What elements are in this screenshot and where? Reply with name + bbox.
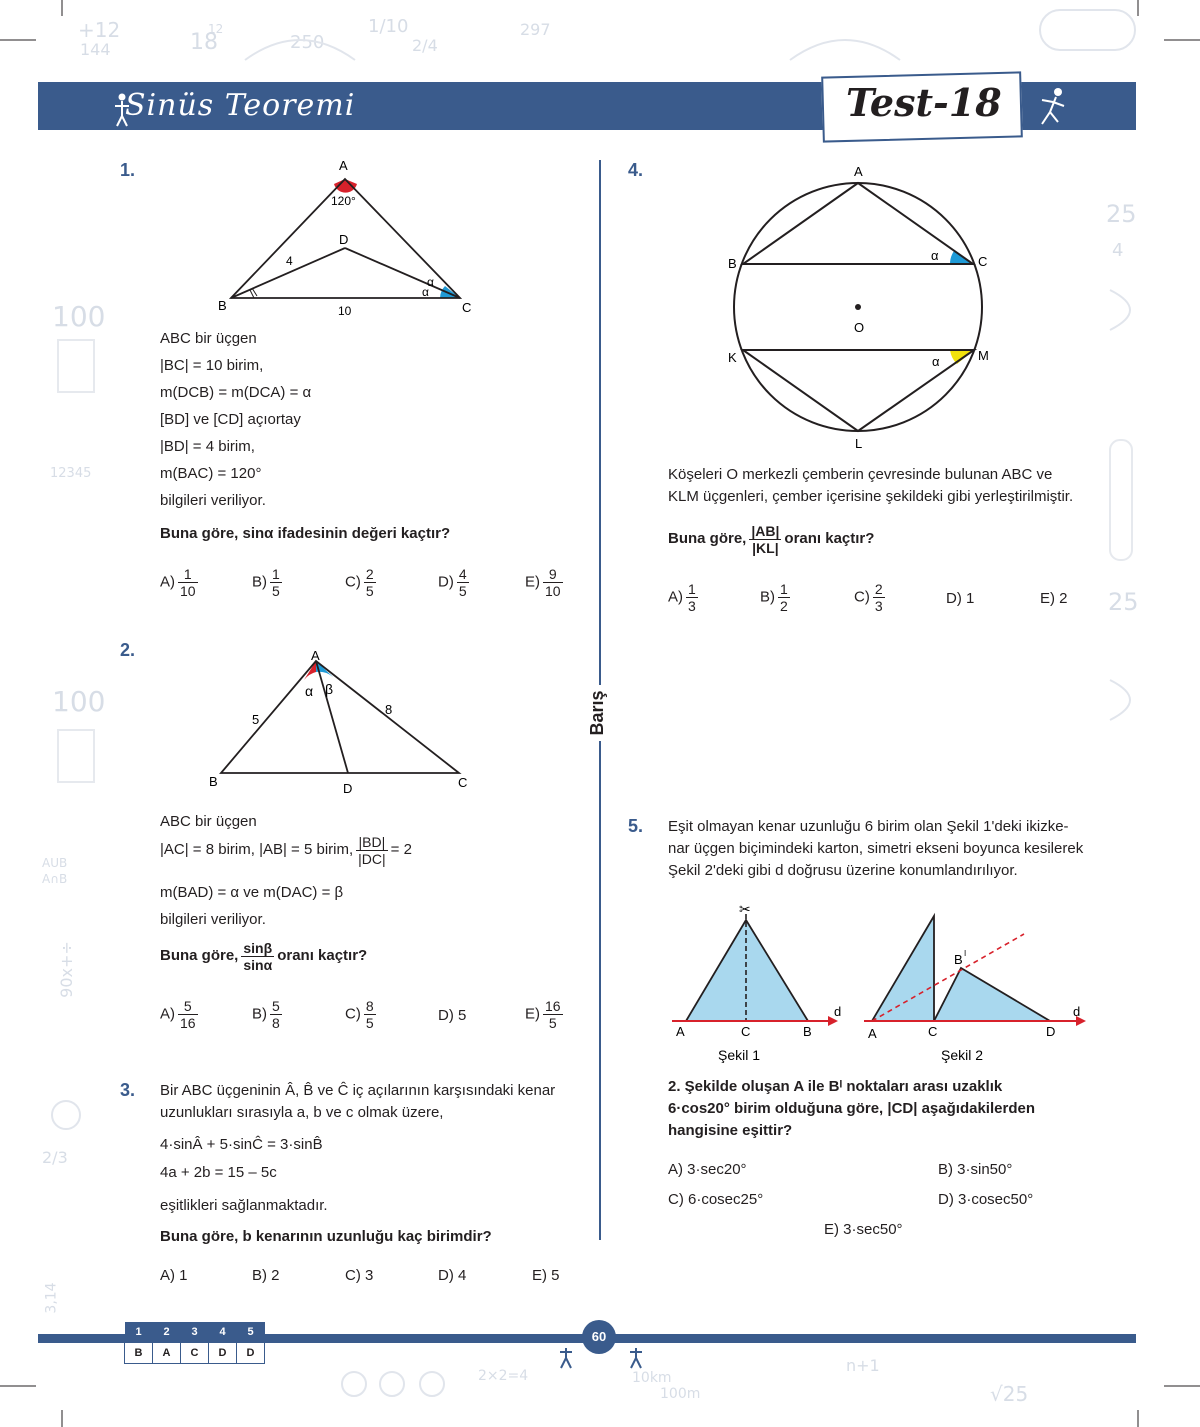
q5-f2-label-C: C (928, 1024, 938, 1039)
q2-option-c[interactable]: C) $\frac{8}{5}$ (345, 998, 374, 1031)
q5-question-line2: 6·cos20° birim olduğuna göre, |CD| aşağıdakilerden (668, 1100, 1035, 1117)
q4-number: 4. (628, 160, 644, 180)
doodle-set: A∩B (42, 872, 68, 886)
q2-side-AC: 8 (385, 702, 393, 717)
test-label: Test-18 (846, 80, 1002, 125)
q1-angle-A: 120° (331, 194, 356, 208)
answer-key-answer: D (209, 1343, 237, 1364)
q4-line1: Köşeleri O merkezli çemberin çevresinde bulunan ABC ve (668, 466, 1053, 483)
q1-alpha-1: α (427, 275, 434, 289)
doodle-number: 100 (52, 685, 106, 718)
q5-option-b[interactable]: B) 3·sin50° (938, 1161, 1013, 1178)
answer-key-number: 2 (153, 1322, 181, 1343)
q5-scissors: ✂ (739, 901, 751, 917)
q5-option-a[interactable]: A) 3·sec20° (668, 1161, 747, 1178)
q4-label-B: B (728, 256, 737, 271)
q2-label-C: C (458, 775, 468, 790)
q2-beta: β (325, 681, 334, 697)
q1-line: m(DCB) = m(DCA) = α (160, 384, 312, 401)
q3-option-d[interactable]: D) 4 (438, 1267, 467, 1284)
q1-alpha-2: α (422, 285, 429, 299)
doodle-number: 12345 (50, 466, 92, 481)
doodle-number: 25 (1106, 200, 1137, 228)
q1-option-c[interactable]: C) $\frac{2}{5}$ (345, 566, 374, 599)
q2-label-B: B (209, 774, 218, 789)
doodle-number: 4 (1112, 240, 1124, 261)
q2-label-D: D (343, 781, 353, 796)
q2-number: 2. (120, 640, 136, 660)
doodle-number: 250 (290, 32, 325, 53)
q1-line: |BD| = 4 birim, (160, 438, 255, 455)
doodle-unit: 10km (632, 1370, 672, 1386)
q5-figure (664, 892, 1104, 1072)
q5-number: 5. (628, 816, 644, 836)
q4-option-a[interactable]: A) $\frac{1}{3}$ (668, 581, 696, 614)
q2-side-AB: 5 (252, 712, 260, 727)
doodle-fraction: 2/3 (42, 1148, 68, 1167)
q1-line: bilgileri veriliyor. (160, 492, 266, 509)
q3-line3: eşitlikleri sağlanmaktadır. (160, 1197, 328, 1214)
q3-option-b[interactable]: B) 2 (252, 1267, 280, 1284)
q5-f1-label-B: B (803, 1024, 812, 1039)
doodle-number: 18 (190, 30, 218, 55)
q1-line: m(BAC) = 120° (160, 465, 262, 482)
answer-key-number: 1 (125, 1322, 153, 1343)
q5-f2-label-D: D (1046, 1024, 1056, 1039)
doodle-number: 3,14 (43, 1282, 60, 1314)
q3-line1: Bir ABC üçgeninin Â, B̂ ve Ĉ iç açılarının karşısındaki kenar (160, 1082, 556, 1099)
doodle-number: 100 (52, 300, 106, 333)
q4-label-K: K (728, 350, 737, 365)
q4-label-C: C (978, 254, 988, 269)
q3-option-e[interactable]: E) 5 (532, 1267, 560, 1284)
mascot-icons (556, 1346, 652, 1372)
doodle-unit: 100m (660, 1386, 701, 1402)
q2-option-e[interactable]: E) $\frac{16}{5}$ (525, 998, 561, 1031)
q5-f2-prime: I (964, 949, 967, 958)
q2-line3: m(BAD) = α ve m(DAC) = β (160, 884, 344, 901)
q5-f2-label-B1: B (954, 952, 963, 967)
q4-label-A: A (854, 164, 863, 179)
doodle-set: AUB (42, 856, 68, 870)
q1-line: [BD] ve [CD] açıortay (160, 411, 301, 428)
q4-figure (700, 150, 1020, 460)
q4-question: Buna göre, $\frac{|AB|}{|KL|}$ oranı kaçtır? (668, 522, 875, 556)
q1-line: |BC| = 10 birim, (160, 357, 264, 374)
topic-title: Sinüs Teoremi (125, 88, 356, 123)
q5-f1-label-d: d (834, 1004, 842, 1019)
page-number: 60 (582, 1320, 616, 1354)
doodle-ops: 90x+÷ (56, 941, 76, 998)
answer-key (124, 1322, 265, 1364)
q5-option-d[interactable]: D) 3·cosec50° (938, 1191, 1034, 1208)
answer-key-number: 3 (181, 1322, 209, 1343)
doodle-expr: n+1 (846, 1356, 880, 1375)
q5-question-line3: hangisine eşittir? (668, 1122, 793, 1139)
q4-option-c[interactable]: C) $\frac{2}{3}$ (854, 581, 883, 614)
q2-label-A: A (311, 648, 320, 663)
q3-question: Buna göre, b kenarının uzunluğu kaç birimdir? (160, 1228, 492, 1245)
q4-label-L: L (855, 436, 863, 451)
q3-line2: uzunlukları sırasıyla a, b ve c olmak üzere, (160, 1104, 444, 1121)
doodle-fraction: 1/10 (368, 16, 409, 37)
q1-figure (200, 152, 500, 322)
answer-key-answer: C (181, 1343, 209, 1364)
q3-option-a[interactable]: A) 1 (160, 1267, 188, 1284)
q1-number: 1. (120, 160, 136, 180)
q1-label-D: D (339, 232, 349, 247)
q4-option-e[interactable]: E) 2 (1040, 590, 1068, 607)
q2-line4: bilgileri veriliyor. (160, 911, 266, 928)
side-label: Barış (587, 685, 613, 741)
stick-figure-icon (112, 92, 132, 128)
q4-line2: KLM üçgenleri, çember içerisine şekildeki gibi yerleştirilmiştir. (668, 488, 1074, 505)
q2-line1: ABC bir üçgen (160, 813, 257, 830)
doodle-fraction: 2/4 (412, 36, 438, 55)
runner-icon (1028, 84, 1076, 132)
q1-line: ABC bir üçgen (160, 330, 257, 347)
q5-line3: Şekil 2'deki gibi d doğrusu üzerine konumlandırılıyor. (668, 862, 1018, 879)
q4-option-b[interactable]: B) $\frac{1}{2}$ (760, 581, 788, 614)
q3-option-c[interactable]: C) 3 (345, 1267, 374, 1284)
q4-label-M: M (978, 348, 989, 363)
q2-line2: |AC| = 8 birim, |AB| = 5 birim, $\frac{|BD|}{|DC|}$ = 2 (160, 833, 412, 867)
q1-question: Buna göre, sinα ifadesinin değeri kaçtır? (160, 525, 451, 542)
q3-eq1: 4·sinÂ + 5·sinĈ = 3·sinB̂ (160, 1136, 323, 1153)
answer-key-number: 4 (209, 1322, 237, 1343)
q1-side-BD: 4 (286, 254, 293, 268)
q5-caption1: Şekil 1 (718, 1047, 761, 1063)
doodle-fraction: +12 (78, 18, 121, 42)
q5-f2-label-A: A (868, 1026, 877, 1041)
q1-label-A: A (339, 158, 348, 173)
q5-line2: nar üçgen biçimindeki karton, simetri ekseni boyunca kesilerek (668, 840, 1084, 857)
doodle-root: √25 (990, 1382, 1029, 1406)
answer-key-answer: B (125, 1343, 153, 1364)
q1-option-e[interactable]: E) $\frac{9}{10}$ (525, 566, 561, 599)
q1-label-C: C (462, 300, 472, 315)
q2-question: Buna göre, $\frac{\sin\beta}{\sin\alpha}$ oranı kaçtır? (160, 939, 368, 973)
q5-option-c[interactable]: C) 6·cosec25° (668, 1191, 764, 1208)
doodle-number: 297 (520, 20, 551, 39)
doodle-number: 12 (208, 22, 224, 36)
q2-option-a[interactable]: A) $\frac{5}{16}$ (160, 998, 196, 1031)
q5-option-e[interactable]: E) 3·sec50° (824, 1221, 903, 1238)
q4-alpha-1: α (931, 248, 939, 263)
q4-alpha-2: α (932, 354, 940, 369)
doodle-eq: 2×2=4 (478, 1368, 529, 1384)
q5-question-line1: 2. Şekilde oluşan A ile Bᴵ noktaları arası uzaklık (668, 1078, 1003, 1095)
q5-f1-label-C: C (741, 1024, 751, 1039)
doodle-number: 25 (1108, 588, 1139, 616)
q1-option-d[interactable]: D) $\frac{4}{5}$ (438, 566, 467, 599)
q3-eq2: 4a + 2b = 15 – 5c (160, 1164, 277, 1181)
q1-side-BC: 10 (338, 304, 352, 318)
q2-figure (200, 642, 500, 802)
q4-label-O: O (854, 320, 865, 335)
q5-f2-label-d: d (1073, 1004, 1081, 1019)
q1-label-B: B (218, 298, 227, 313)
q1-option-b[interactable]: B) $\frac{1}{5}$ (252, 566, 280, 599)
q4-option-d[interactable]: D) 1 (946, 590, 975, 607)
answer-key-answer: A (153, 1343, 181, 1364)
q3-number: 3. (120, 1080, 136, 1100)
q2-alpha: α (305, 683, 314, 699)
q5-caption2: Şekil 2 (941, 1047, 984, 1063)
q2-option-b[interactable]: B) $\frac{5}{8}$ (252, 998, 280, 1031)
q1-option-a[interactable]: A) $\frac{1}{10}$ (160, 566, 196, 599)
q2-option-d[interactable]: D) 5 (438, 1007, 467, 1024)
q5-line1: Eşit olmayan kenar uzunluğu 6 birim olan Şekil 1'deki ikizke- (668, 818, 1069, 835)
answer-key-number: 5 (237, 1322, 265, 1343)
answer-key-answer: D (237, 1343, 265, 1364)
q5-f1-label-A: A (676, 1024, 685, 1039)
doodle-number: 144 (80, 40, 111, 59)
